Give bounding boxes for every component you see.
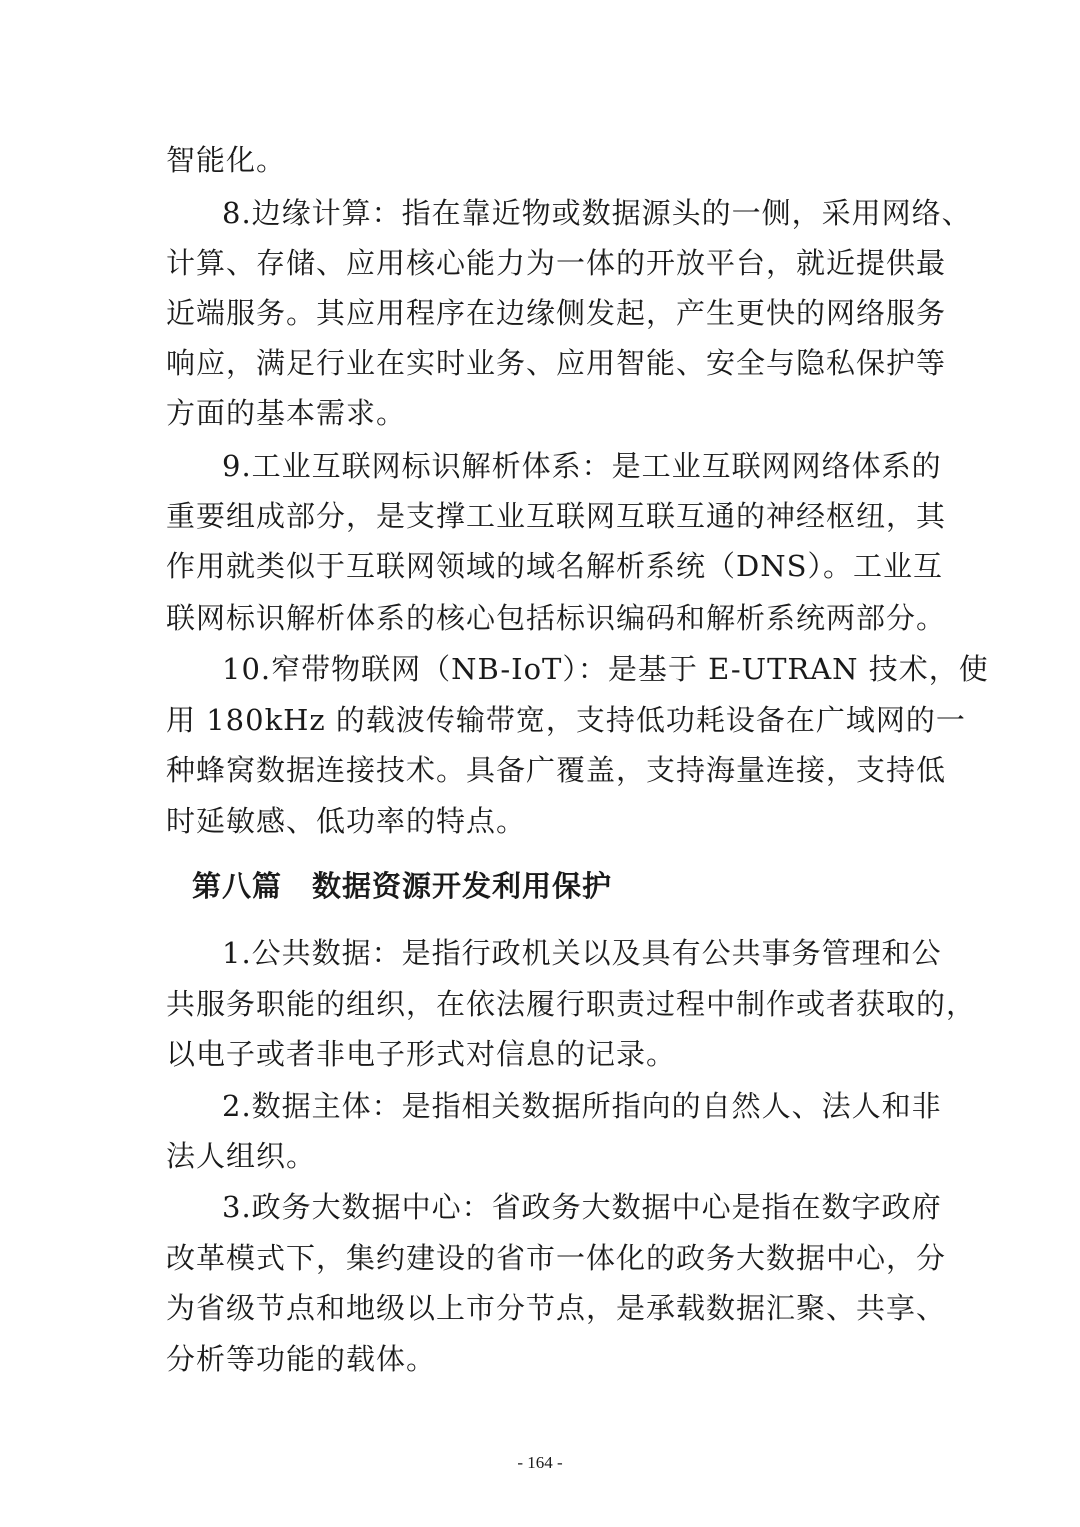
term-3-line-3: 为省级节点和地级以上市分节点，是承载数据汇聚、共享、 <box>166 1291 947 1325</box>
term-9-line-1: 9.工业互联网标识解析体系：是工业互联网网络体系的 <box>222 449 942 483</box>
term-10-line-3: 种蜂窝数据连接技术。具备广覆盖，支持海量连接，支持低 <box>166 753 947 787</box>
term-8-line-5: 方面的基本需求。 <box>166 396 407 430</box>
term-2-line-2: 法人组织。 <box>166 1139 317 1173</box>
section-heading <box>192 866 612 906</box>
term-1-line-3: 以电子或者非电子形式对信息的记录。 <box>166 1037 677 1071</box>
term-8-line-2: 计算、存储、应用核心能力为一体的开放平台，就近提供最 <box>166 246 947 280</box>
term-1-line-1: 1.公共数据：是指行政机关以及具有公共事务管理和公 <box>222 936 942 970</box>
term-3-line-1: 3.政务大数据中心：省政务大数据中心是指在数字政府 <box>222 1190 942 1224</box>
term-9-line-4: 联网标识解析体系的核心包括标识编码和解析系统两部分。 <box>166 601 947 635</box>
term-8-line-3: 近端服务。其应用程序在边缘侧发起，产生更快的网络服务 <box>166 296 947 330</box>
term-10-line-4: 时延敏感、低功率的特点。 <box>166 804 527 838</box>
paragraph-continuation: 智能化。 <box>166 143 287 177</box>
section-number: 第八篇 <box>192 869 283 903</box>
term-10-line-2: 用 180kHz 的载波传输带宽，支持低功耗设备在广域网的一 <box>166 703 966 737</box>
term-8-line-4: 响应，满足行业在实时业务、应用智能、安全与隐私保护等 <box>166 346 947 380</box>
term-3-line-4: 分析等功能的载体。 <box>166 1342 437 1376</box>
page-number: - 164 - <box>517 1453 563 1472</box>
term-3-line-2: 改革模式下，集约建设的省市一体化的政务大数据中心，分 <box>166 1241 947 1275</box>
term-9-line-2: 重要组成部分，是支撑工业互联网互联互通的神经枢纽，其 <box>166 499 947 533</box>
term-9-line-3: 作用就类似于互联网领域的域名解析系统（DNS）。工业互 <box>166 549 943 583</box>
term-8-line-1: 8.边缘计算：指在靠近物或数据源头的一侧，采用网络、 <box>222 196 972 230</box>
term-1-line-2: 共服务职能的组织，在依法履行职责过程中制作或者获取的， <box>166 987 977 1021</box>
term-10-line-1: 10.窄带物联网（NB-IoT）：是基于 E-UTRAN 技术，使 <box>222 652 989 686</box>
term-2-line-1: 2.数据主体：是指相关数据所指向的自然人、法人和非 <box>222 1089 942 1123</box>
section-title: 数据资源开发利用保护 <box>312 869 613 903</box>
